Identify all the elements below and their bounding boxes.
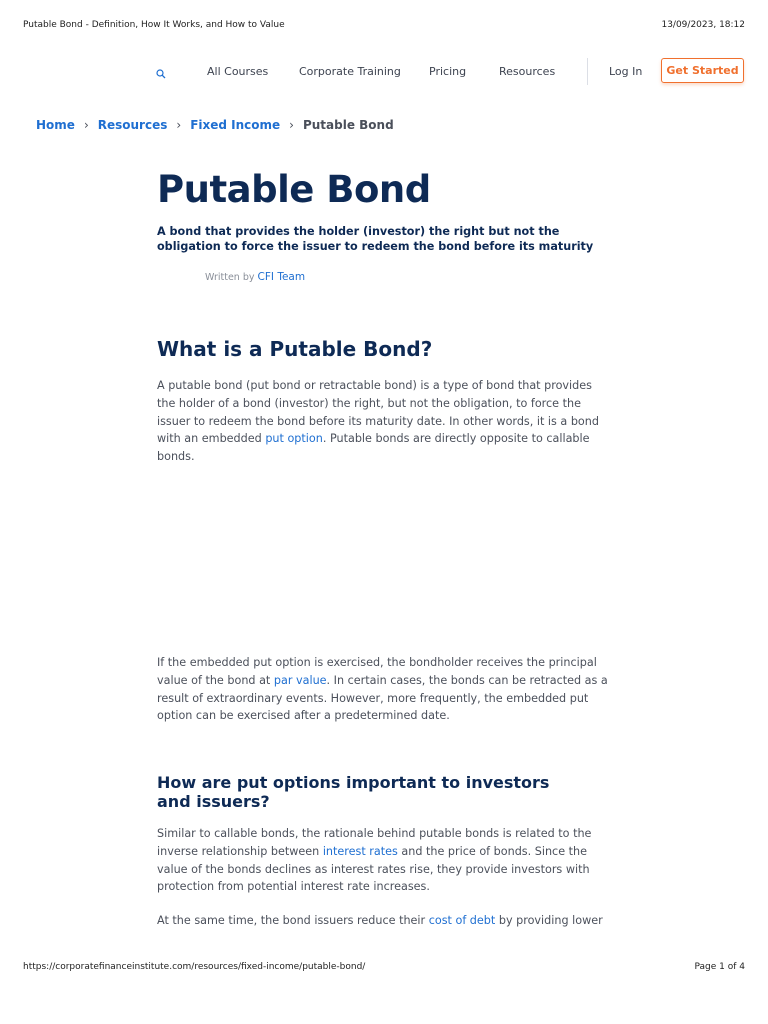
chevron-right-icon: ›: [176, 118, 182, 132]
cost-of-debt-link[interactable]: cost of debt: [428, 914, 496, 927]
par-value-link[interactable]: par value: [273, 673, 327, 687]
paragraph-text: At the same time, the bond issuers reduce their: [157, 914, 429, 927]
print-url: https://corporatefinanceinstitute.com/resources/fixed-income/putable-bond/: [23, 962, 366, 972]
paragraph-exercise: [157, 654, 609, 725]
paragraph-text: and the price of bonds. Since the value of the bonds declines as interest rates rise, they provide investors with protection from potential interest rate increases.: [157, 844, 590, 894]
page-title: Putable Bond: [157, 168, 431, 211]
paragraph-text: by providing lower: [495, 914, 603, 927]
breadcrumb-fixed-income[interactable]: Fixed Income: [190, 118, 281, 132]
nav-corporate-training[interactable]: Corporate Training: [299, 65, 401, 78]
top-navigation: [0, 58, 768, 86]
section-heading-what-is: What is a Putable Bond?: [157, 337, 433, 361]
page-subtitle: A bond that provides the holder (investor) the right but not the obligation to force the issuer to redeem the bond before its maturity: [157, 225, 594, 253]
breadcrumb-home[interactable]: Home: [36, 118, 75, 132]
print-timestamp: 13/09/2023, 18:12: [661, 20, 745, 30]
get-started-button[interactable]: Get Started: [661, 58, 744, 83]
print-page-number: Page 1 of 4: [694, 962, 745, 972]
paragraph-text: Similar to callable bonds, the rationale behind putable bonds is related to the inverse relationship between: [157, 827, 592, 858]
nav-resources[interactable]: Resources: [499, 65, 556, 78]
search-icon[interactable]: [156, 66, 166, 76]
section-heading-put-options: How are put options important to investors and issuers?: [157, 773, 550, 811]
put-option-link[interactable]: put option: [265, 432, 323, 446]
paragraph-text: If the embedded put option is exercised, the bondholder receives the principal value of the bond at: [157, 656, 597, 687]
chevron-right-icon: ›: [289, 118, 294, 132]
nav-pricing[interactable]: Pricing: [429, 65, 467, 78]
paragraph-definition: [157, 377, 609, 466]
paragraph-rationale: [157, 825, 609, 896]
print-footer: [23, 962, 745, 972]
paragraph-text: . In certain cases, the bonds can be retracted as a result of extraordinary events. However, more frequently, the embedded put option can be exercised after a predetermined date.: [157, 673, 608, 723]
chevron-right-icon: ›: [83, 118, 89, 132]
login-link[interactable]: Log In: [609, 65, 643, 78]
interest-rates-link[interactable]: interest rates: [322, 844, 398, 858]
paragraph-text: . Putable bonds are directly opposite to callable bonds.: [157, 432, 590, 464]
byline: [205, 271, 305, 283]
breadcrumb-current: Putable Bond: [302, 118, 394, 132]
breadcrumb-resources[interactable]: Resources: [97, 118, 168, 132]
paragraph-text: A putable bond (put bond or retractable bond) is a type of bond that provides the holder of a bond (investor) the right, but not the obligation, to force the issuer to redeem the bond before its maturity date. In other words, it is a bond with an embedded: [157, 379, 599, 446]
paragraph-issuers: [157, 912, 609, 930]
author-link[interactable]: CFI Team: [257, 271, 306, 283]
nav-divider: [587, 58, 588, 85]
breadcrumb: [36, 118, 394, 132]
byline-prefix: Written by: [205, 272, 255, 283]
print-page-title: Putable Bond - Definition, How It Works, and How to Value: [23, 20, 285, 30]
nav-all-courses[interactable]: All Courses: [207, 65, 269, 78]
print-header: [23, 20, 745, 30]
